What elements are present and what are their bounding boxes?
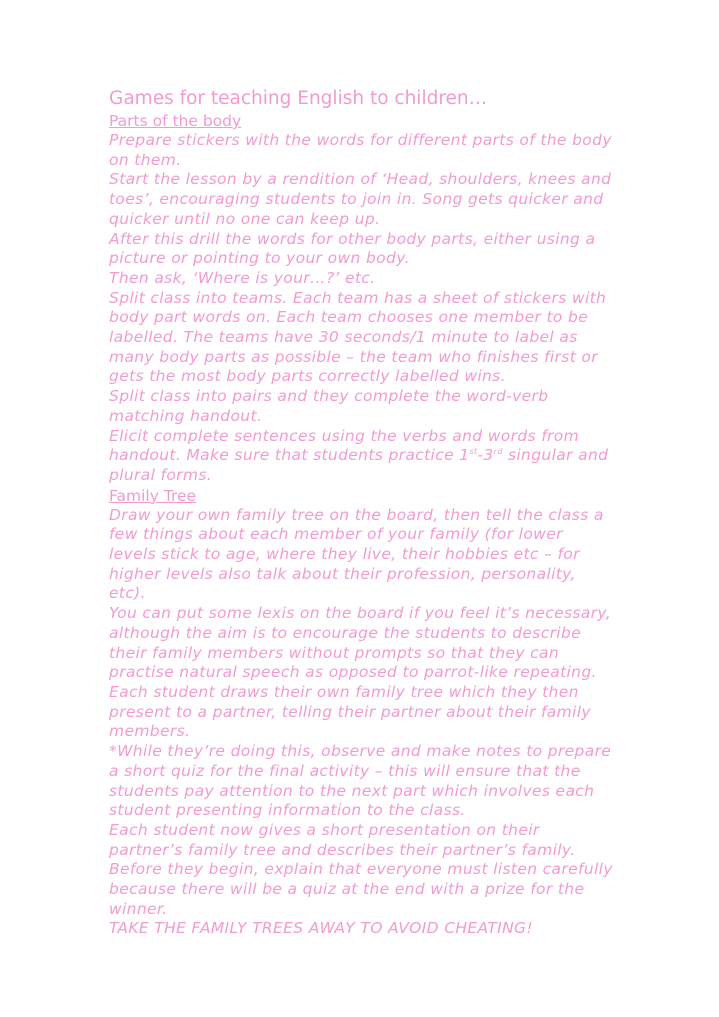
superscript: rd (493, 447, 503, 457)
paragraph-text: singular and plural forms. (109, 446, 609, 484)
paragraph: Split class into teams. Each team has a sheet of stickers with body part words on. Each team chooses one member to be labelled. The teams have 30 seconds/1 minute to label as many body parts as possible – the team who finishes first or gets the most body parts correctly labelled wins. (109, 288, 607, 386)
paragraph: Prepare stickers with the words for different parts of the body on them. (109, 131, 612, 169)
section-heading-family-tree: Family Tree (109, 486, 197, 505)
paragraph-text: -3 (477, 446, 494, 465)
paragraph: TAKE THE FAMILY TREES AWAY TO AVOID CHEATING! (109, 919, 533, 938)
paragraph: Each student draws their own family tree which they then present to a partner, telling their partner about their family members. (109, 682, 591, 741)
paragraph-text: Elicit complete sentences using the verbs and words from handout. Make sure that students practice 1 (109, 426, 580, 465)
section-heading-parts-of-body: Parts of the body (109, 112, 242, 130)
paragraph: Each student now gives a short presentation on their partner’s family tree and describes their partner’s family. Before they begin, explain that everyone must listen carefully because there will be a quiz at the end with a prize for the winner. (109, 820, 613, 918)
paragraph: Draw your own family tree on the board, then tell the class a few things about each member of your family (for lower levels stick to age, where they live, their hobbies etc – for higher levels also talk about their profession, personality, etc). (109, 505, 604, 603)
document-page (109, 87, 614, 939)
paragraph: You can put some lexis on the board if you feel it’s necessary, although the aim is to encourage the students to describe their family members without prompts so that they can practise natural speech as opposed to parrot-like repeating. (109, 604, 611, 682)
paragraph (109, 427, 614, 486)
superscript: st (469, 447, 478, 457)
paragraph: Split class into pairs and they complete the word-verb matching handout. (109, 387, 549, 425)
document-title: Games for teaching English to children… (109, 88, 488, 109)
paragraph: *While they’re doing this, observe and make notes to prepare a short quiz for the final activity – this will ensure that the students pay attention to the next part which involves each student presenting information to the class. (109, 742, 612, 820)
paragraph: After this drill the words for other body parts, either using a picture or pointing to your own body. (109, 229, 596, 268)
paragraph: Then ask, ‘Where is your…?’ etc. (109, 268, 376, 287)
paragraph: Start the lesson by a rendition of ‘Head, shoulders, knees and toes’, encouraging students to join in. Song gets quicker and quicker until no one can keep up. (109, 170, 612, 228)
